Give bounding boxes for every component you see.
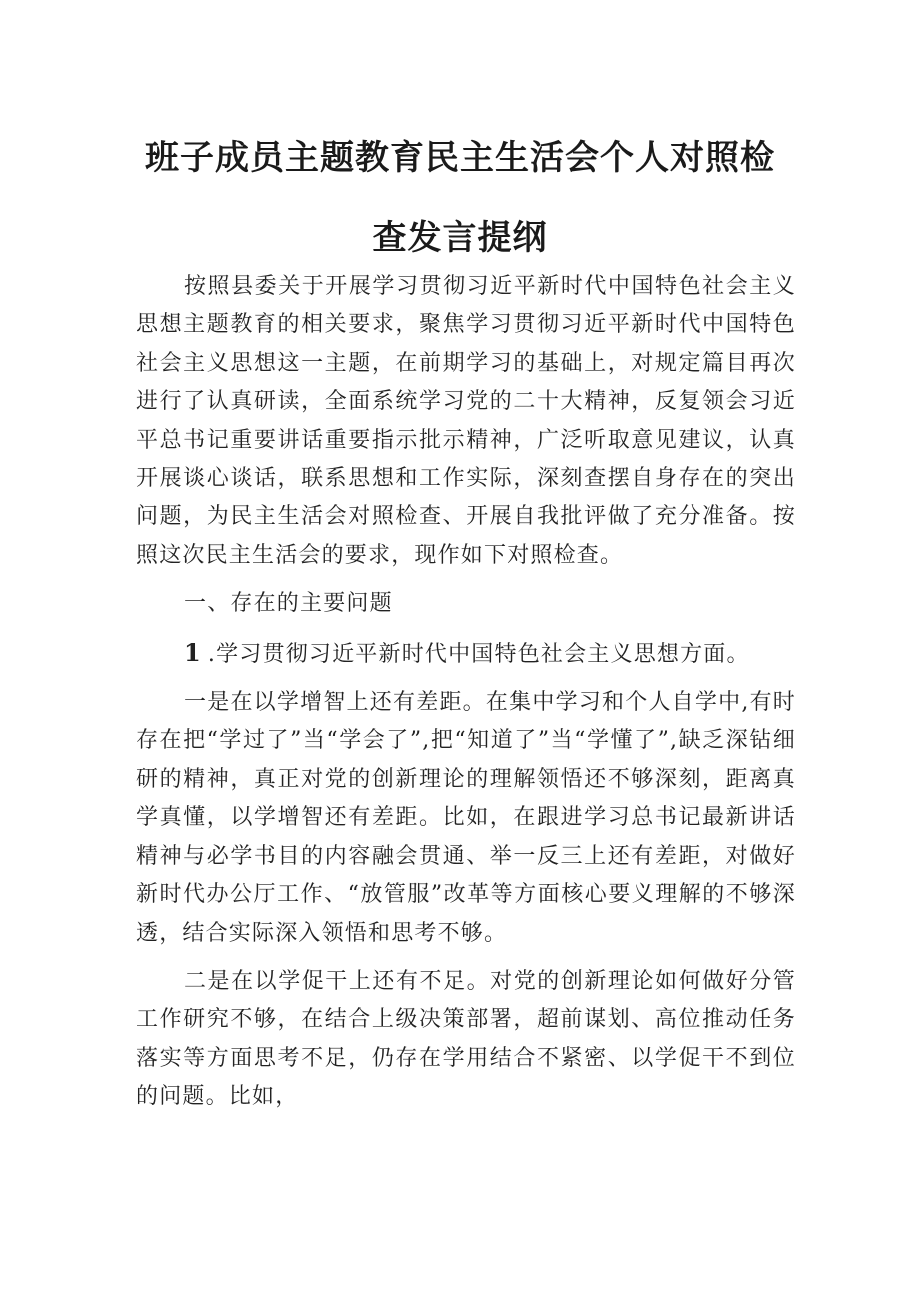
document-body	[136, 268, 796, 1117]
subsection-number: 1	[184, 637, 202, 667]
section-heading: 一、存在的主要问题	[184, 591, 393, 617]
body-paragraph-2: 二是在以学促干上还有不足。对党的创新理论如何做好分管工作研究不够，在结合上级决策部署，超前谋划、高位推动任务落实等方面思考不足，仍存在学用结合不紧密、以学促干不到位的问题。比如，	[136, 968, 796, 1110]
document-title-line-1: 班子成员主题教育民主生活会个人对照检	[145, 138, 775, 178]
intro-paragraph: 按照县委关于开展学习贯彻习近平新时代中国特色社会主义思想主题教育的相关要求，聚焦学习贯彻习近平新时代中国特色社会主义思想这一主题，在前期学习的基础上，对规定篇目再次进行了认真研读，全面系统学习党的二十大精神，反复领会习近平总书记重要讲话重要指示批示精神，广泛听取意见建议，认真开展谈心谈话，联系思想和工作实际，深刻查摆自身存在的突出问题，为民主生活会对照检查、开展自我批评做了充分准备。按照这次民主生活会的要求，现作如下对照检查。	[136, 274, 796, 568]
subsection-heading	[136, 634, 796, 674]
subsection-title: .学习贯彻习近平新时代中国特色社会主义思想方面。	[207, 641, 750, 667]
body-paragraph-1: 一是在以学增智上还有差距。在集中学习和个人自学中,有时存在把“学过了”当“学会了”,把“知道了”当“学懂了”,缺乏深钻细研的精神，真正对党的创新理论的理解领悟还不够深刻，距离真学真懂，以学增智还有差距。比如，在跟进学习总书记最新讲话精神与必学书目的内容融会贯通、举一反三上还有差距，对做好新时代办公厅工作、“放管服”改革等方面核心要义理解的不够深透，结合实际深入领悟和思考不够。	[136, 690, 796, 946]
document-title-line-2: 查发言提纲	[372, 218, 548, 258]
